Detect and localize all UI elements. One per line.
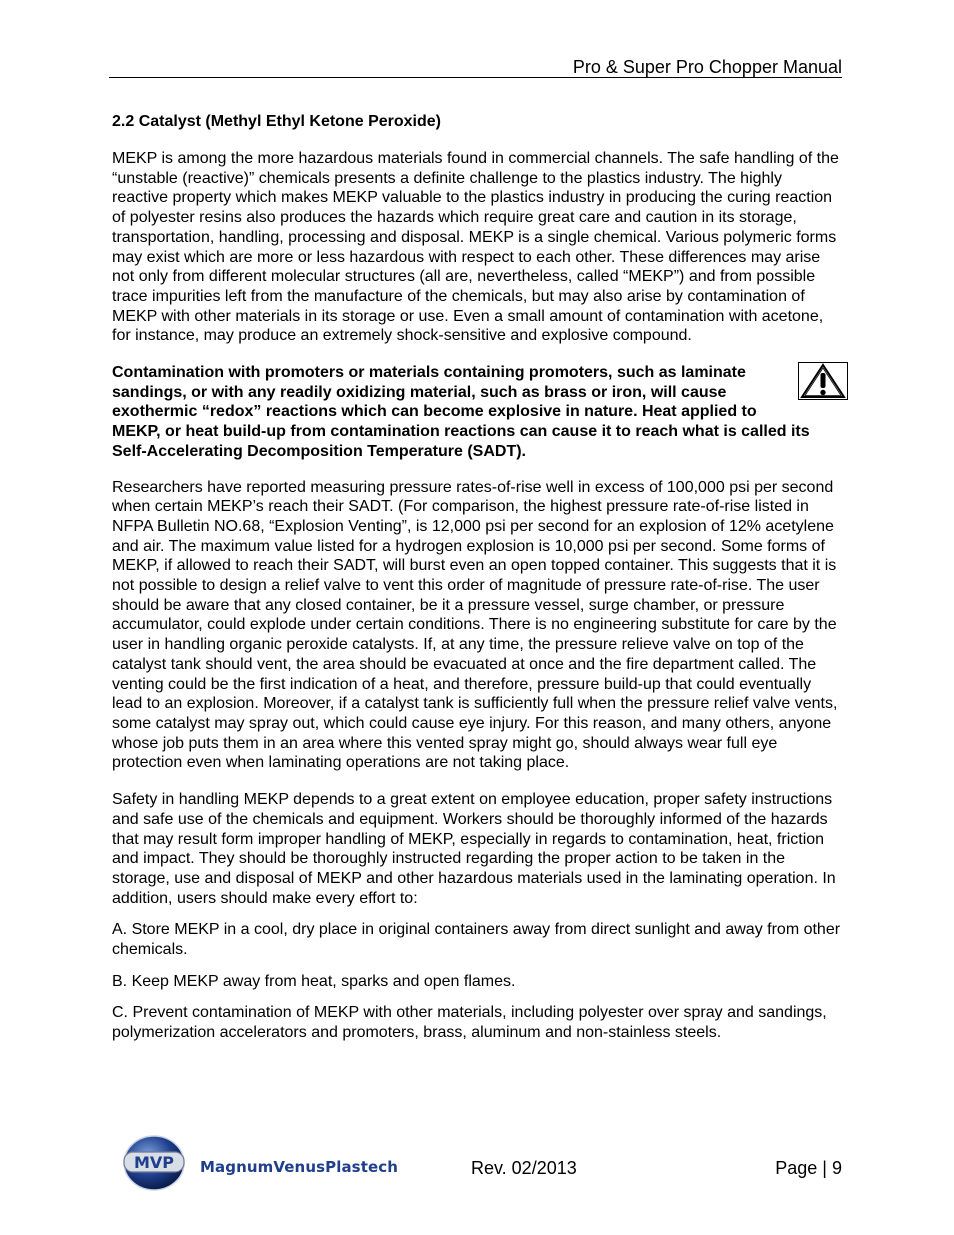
page-content (112, 112, 842, 1055)
company-logo (122, 1132, 412, 1194)
caution-triangle-icon (798, 362, 848, 400)
mvp-globe-icon (122, 1134, 186, 1192)
logo-wordmark: MagnumVenusPlastech (200, 1158, 399, 1176)
header-divider (109, 77, 842, 78)
warning-text: Contamination with promoters or materials containing promoters, such as laminate sandings, or with any readily oxidizing material, such as brass or iron, will cause exothermic “redox” reactions which can become explosive in nature. Heat applied to MEKP, or heat build-up from contamination reactions can cause it to reach what is called its Self-Accelerating Decomposition Temperature (SADT). (112, 364, 810, 460)
list-item-c: C. Prevent contamination of MEKP with other materials, including polyester over spray and sandings, polymerization accelerators and promoters, brass, aluminum and non-stainless steels. (112, 1004, 827, 1042)
revision-label: Rev. 02/2013 (471, 1158, 577, 1178)
page-number: Page | 9 (775, 1158, 842, 1178)
section-heading: 2.2 Catalyst (Methyl Ethyl Ketone Peroxide) (112, 113, 441, 130)
warning-block (112, 363, 842, 462)
safety-paragraph: Safety in handling MEKP depends to a great extent on employee education, proper safety instructions and safe use of the chemicals and equipment. Workers should be thoroughly informed of the hazards that may result form improper handling of MEKP, especially in regards to contamination, heat, friction and impact. They should be thoroughly instructed regarding the proper action to be taken in the storage, use and disposal of MEKP and other hazardous materials used in the laminating operation. In addition, users should make every effort to: (112, 791, 836, 907)
logo-mark-text: MVP (133, 1153, 175, 1172)
research-paragraph: Researchers have reported measuring pressure rates-of-rise well in excess of 100,000 psi per second when certain MEKP’s reach their SADT. (For comparison, the highest pressure rate-of-rise listed in NFPA Bulletin NO.68, “Explosion Venting”, is 12,000 psi per second for an explosion of 12% acetylene and air. The maximum value listed for a hydrogen explosion is 10,000 psi per second. Some forms of MEKP, if allowed to reach their SADT, will burst even an open topped container. This suggests that it is not possible to design a relief valve to vent this order of magnitude of pressure rate-of-rise. The user should be aware that any closed container, be it a pressure vessel, surge chamber, or pressure accumulator, could explode under certain conditions. There is no engineering substitute for care by the user in handling organic peroxide catalysts. If, at any time, the pressure relieve valve on top of the catalyst tank should vent, the area should be evacuated at once and the fire department called. The venting could be the first indication of a heat, and therefore, pressure build-up that could eventually lead to an explosion. Moreover, if a catalyst tank is sufficiently full when the pressure relief valve vents, some catalyst may spray out, which could cause eye injury. For this reason, and many others, anyone whose job puts them in an area where this vented spray might go, should always wear full eye protection even when laminating operations are not taking place. (112, 478, 838, 772)
intro-paragraph: MEKP is among the more hazardous materials found in commercial channels. The safe handling of the “unstable (reactive)” chemicals presents a definite challenge to the plastics industry. The highly reactive property which makes MEKP valuable to the plastics industry in producing the curing reaction of polyester resins also produces the hazards which require great care and caution in its storage, transportation, handling, processing and disposal. MEKP is a single chemical. Various polymeric forms may exist which are more or less hazardous with respect to each other. These differences may arise not only from different molecular structures (all are, nevertheless, called “MEKP”) and from possible trace impurities left from the manufacture of the chemicals, but may also arise by contamination of MEKP with other materials in its storage or use. Even a small amount of contamination with acetone, for instance, may produce an extremely shock-sensitive and explosive compound. (112, 150, 839, 345)
list-item-b: B. Keep MEKP away from heat, sparks and open flames. (112, 972, 516, 990)
page-header-title: Pro & Super Pro Chopper Manual (572, 57, 842, 77)
list-item-a: A. Store MEKP in a cool, dry place in original containers away from direct sunlight and away from other chemicals. (112, 921, 841, 959)
